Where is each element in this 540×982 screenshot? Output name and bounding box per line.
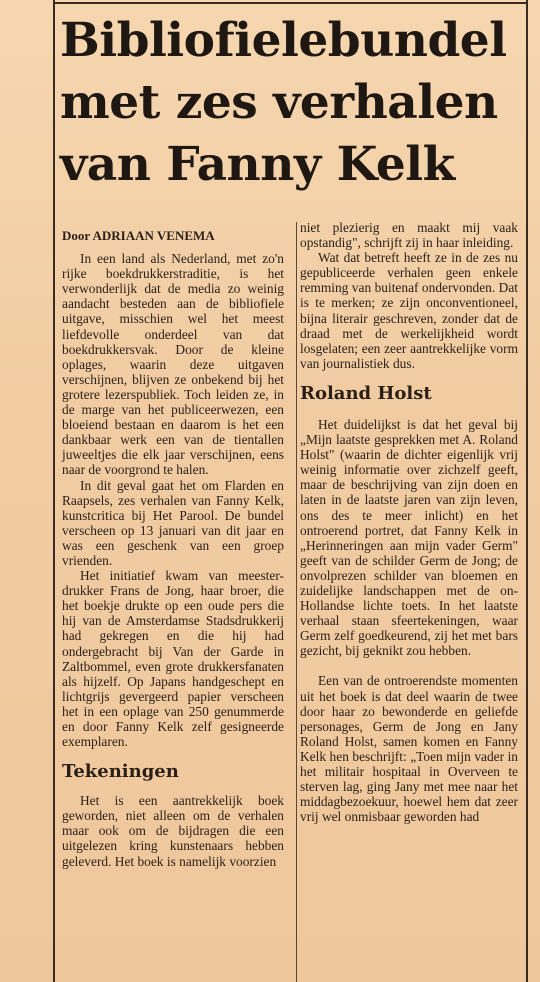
paragraph: Een van de ontroerendste momenten uit het boek is dat deel waarin de twee door haar zo bewonderde en geliefde personages, Germ de Jong en Jany Roland Holst, samen komen en Fanny Kelk hen beschrijft: „Toen mijn vader in het militair hospitaal in Overveen te sterven lag, ging Jany met mee naar het middagbezoekuur, hoewel hem dat zeer vrij wel onmisbaar geworden had: [300, 673, 518, 825]
headline-line-1: Bibliofielebundel: [60, 13, 507, 68]
byline-prefix: Door: [62, 228, 90, 243]
subheading-tekeningen: Tekeningen: [62, 761, 179, 783]
paragraph: Het duidelijkst is dat het geval bij „Mijn laatste gesprekken met A. Roland Holst" (waarin de dichter eigenlijk vrij weinig informatie over zichzelf geeft, maar de beschrijving van zijn doen en laten in de laatste jaren van zijn leven, ons des te meer inlicht) en het ontroerend portret, dat Fanny Kelk in „Herinneringen aan mijn vader Germ" geeft van de schilder Germ de Jong; de onvolprezen schilder van bloemen en zuidelijke landschappen met de on-Hollandse lichte toets. In het laatste verhaal staan sfeertekeningen, waar Germ zelf goedkeurend, zij het met bars gezicht, bij geknikt zou hebben.: [300, 416, 518, 659]
paragraph: Het is een aantrekkelijk boek geworden, niet alleen om de verhalen maar ook om de bijdragen die een uitgelezen kring kunstenaars hebben geleverd. Het boek is namelijk voorzien: [62, 793, 284, 869]
paragraph: Wat dat betreft heeft ze in de zes nu gepubliceerde verhalen geen enkele remming van buitenaf ondervonden. Dat is te merken; ze zijn onconventioneel, bijna literair geschreven, zonder dat de draad met de werkelijkheid wordt losgelaten; een zeer aantrekkelijke vorm van journalistiek dus.: [300, 250, 518, 371]
paragraph: Het initiatief kwam van meester-drukker Frans de Jong, haar broer, die het boekje drukte op een oude pers die hij van de Amsterdamse Stadsdrukkerij had gekregen en die hij had ondergebracht bij Van der Garde in Zaltbommel, even grote drukkersfanaten als hijzelf. Op Japans handgeschept en lichtgrijs gevergeerd papier verscheen het in een oplage van 250 genummerde en door Fanny Kelk zelf gesigneerde exemplaren.: [62, 568, 284, 750]
right-border-rule: [526, 0, 528, 982]
column-divider: [296, 222, 297, 982]
left-border-rule: [53, 0, 55, 982]
paragraph: In een land als Nederland, met zo'n rijke boekdrukkerstraditie, is het verwonderlijk dat de media zo weinig aandacht besteden aan de bibliofiele uitgave, misschien wel het meest liefdevolle onderdeel van dat boekdrukkersvak. Door de kleine oplages, waarin deze uitgaven verschijnen, blijven ze onbekend bij het grotere lezerspubliek. Toch leiden ze, in de marge van het publiceerwezen, een bloeiend bestaan en daarom is het een dankbaar werk een van de tientallen juweeltjes die elk jaar verschijnen, eens naar de voorgrond te halen.: [62, 251, 284, 478]
left-column: [62, 228, 284, 869]
top-border-rule: [53, 2, 528, 4]
paragraph-gap: [300, 658, 518, 673]
headline-line-2: met zes verhalen: [60, 75, 498, 130]
right-column: [300, 220, 518, 824]
headline: [60, 10, 522, 196]
headline-line-3: van Fanny Kelk: [60, 137, 455, 192]
paragraph: niet plezierig en maakt mij vaak opstandig", schrijft zij in haar inleiding.: [300, 220, 518, 251]
byline: [62, 228, 284, 243]
subheading-roland-holst: Roland Holst: [300, 382, 432, 404]
byline-author: ADRIAAN VENEMA: [92, 228, 215, 243]
paragraph: In dit geval gaat het om Flarden en Raapsels, zes verhalen van Fanny Kelk, kunstcritica bij Het Parool. De bundel verscheen op 13 januari van dit jaar en was een geschenk van een groep vrienden.: [62, 477, 284, 568]
